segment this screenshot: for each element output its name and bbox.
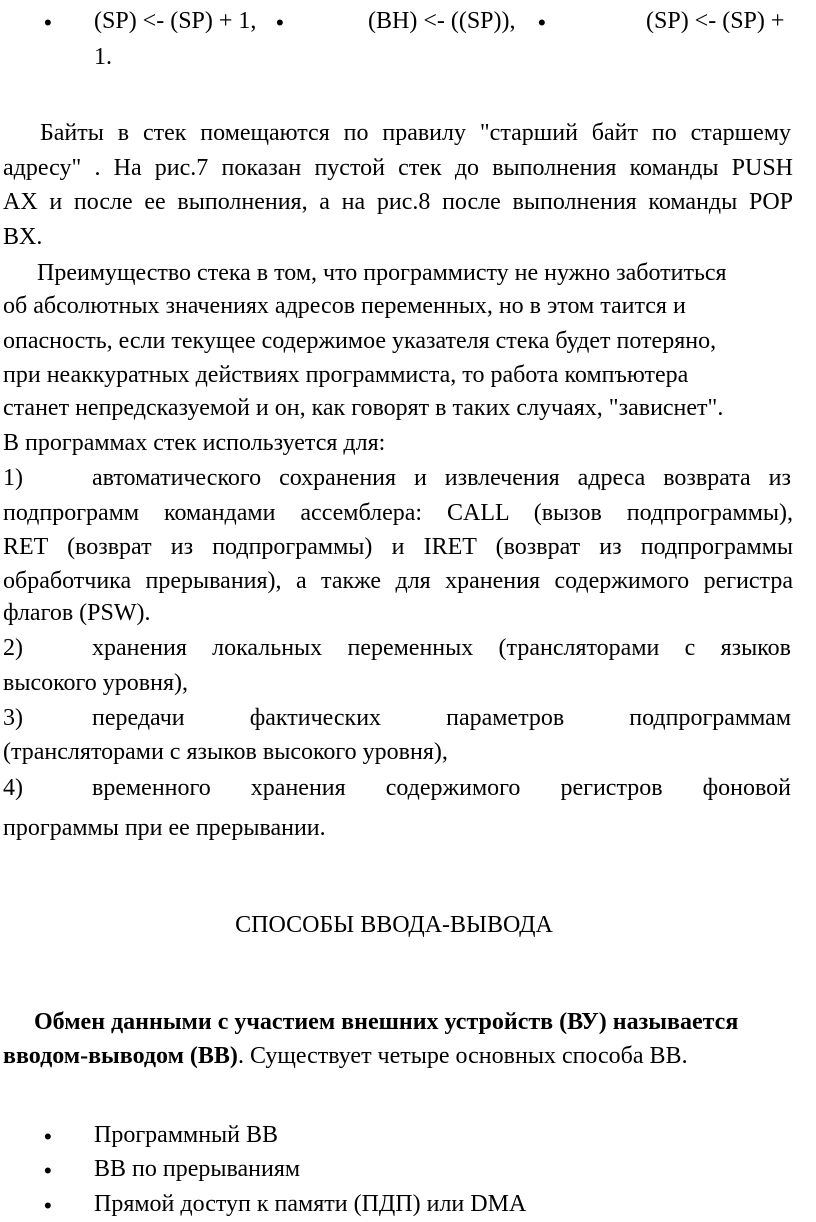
paragraph-line: станет непредсказуемой и он, как говорят в таких случаях, "зависнет". <box>3 395 724 421</box>
paragraph-line: об абсолютных значениях адресов переменных, но в этом таится и <box>3 293 686 319</box>
stack-op-1: (SP) <- (SP) + 1, <box>94 8 257 34</box>
list-intro: В программах стек используется для: <box>3 430 386 456</box>
paragraph-line: адресу" . На рис.7 показан пустой стек до выполнения команды PUSH <box>3 155 793 181</box>
list-item-line: подпрограмм командами ассемблера: CALL (вызов подпрограммы), <box>3 500 793 526</box>
bold-term: вводом-выводом (ВВ) <box>3 1043 238 1069</box>
paragraph-line: Байты в стек помещаются по правилу "старший байт по старшему <box>40 120 791 146</box>
paragraph-line: опасность, если текущее содержимое указателя стека будет потеряно, <box>3 328 717 354</box>
list-item-line: RET (возврат из подпрограммы) и IRET (возврат из подпрограммы <box>3 534 793 560</box>
paragraph-line <box>34 1007 738 1037</box>
list-item-line: автоматического сохранения и извлечения адреса возврата из <box>92 465 791 491</box>
bullet-marker: • <box>44 1124 52 1149</box>
paragraph-text: . Существует четыре основных способа ВВ. <box>237 1043 688 1069</box>
bullet-marker: • <box>44 10 52 35</box>
paragraph-line: AX и после ее выполнения, а на рис.8 после выполнения команды POP <box>3 189 793 215</box>
list-number: 3) <box>3 705 23 731</box>
bold-definition: Обмен данными с участием внешних устройств (ВУ) называется <box>34 1009 739 1035</box>
method-item: ВВ по прерываниям <box>94 1156 301 1182</box>
list-item-line: (трансляторами с языков высокого уровня), <box>3 739 448 765</box>
stack-op-2: (BH) <- ((SP)), <box>368 8 516 34</box>
section-title: СПОСОБЫ ВВОДА-ВЫВОДА <box>235 912 553 938</box>
paragraph-line: при неаккуратных действиях программиста, то работа компъютера <box>3 362 689 388</box>
list-number: 4) <box>3 775 23 801</box>
list-item-line: высокого уровня), <box>3 670 189 696</box>
list-number: 1) <box>3 465 23 491</box>
method-item: Программный ВВ <box>94 1122 279 1148</box>
list-item-line: передачи фактических параметров подпрограммам <box>92 705 791 731</box>
stack-op-3: (SP) <- (SP) + <box>646 8 785 34</box>
paragraph-line: Преимущество стека в том, что программисту не нужно заботиться <box>37 260 727 286</box>
list-number: 2) <box>3 635 23 661</box>
bullet-marker: • <box>44 1158 52 1183</box>
list-item-line: программы при ее прерывании. <box>3 815 326 841</box>
bullet-marker: • <box>276 10 284 35</box>
method-item: Прямой доступ к памяти (ПДП) или DMA <box>94 1191 527 1217</box>
paragraph-line <box>3 1041 688 1071</box>
list-item-line: обработчика прерывания), а также для хранения содержимого регистра <box>3 568 793 594</box>
list-item-line: хранения локальных переменных (трансляторами с языков <box>92 635 791 661</box>
list-item-line: флагов (PSW). <box>3 600 151 626</box>
paragraph-line: BX. <box>3 224 43 250</box>
list-item-line: временного хранения содержимого регистров фоновой <box>92 775 791 801</box>
bullet-marker: • <box>44 1193 52 1218</box>
bullet-marker: • <box>538 10 546 35</box>
stack-op-3-cont: 1. <box>94 44 112 70</box>
